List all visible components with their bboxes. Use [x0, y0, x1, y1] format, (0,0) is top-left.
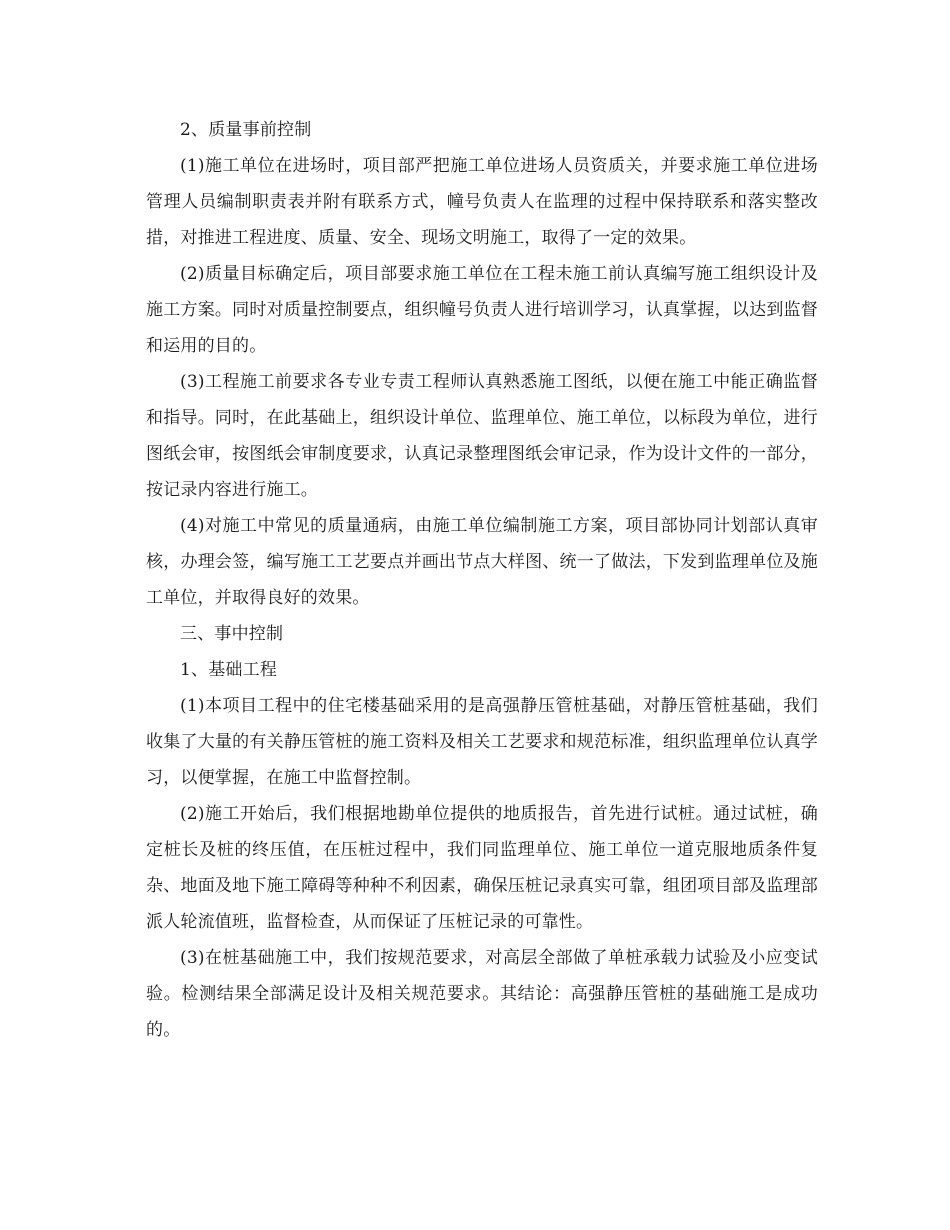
section-heading-quality-pre-control: 2、质量事前控制: [180, 120, 312, 140]
paragraph-item-1: (1)施工单位在进场时，项目部严把施工单位进场人员资质关，并要求施工单位进场管理人员编制职责表并附有联系方式，幢号负责人在监理的过程中保持联系和落实整改措，对推进工程进度、质量、安全、现场文明施工，取得了一定的效果。: [146, 156, 818, 248]
section-heading-in-process-control: 三、事中控制: [180, 624, 284, 644]
paragraph-foundation-3: (3)在桩基础施工中，我们按规范要求，对高层全部做了单桩承载力试验及小应变试验。检测结果全部满足设计及相关规范要求。其结论：高强静压管桩的基础施工是成功的。: [146, 948, 818, 1040]
paragraph-item-2: (2)质量目标确定后，项目部要求施工单位在工程未施工前认真编写施工组织设计及施工方案。同时对质量控制要点，组织幢号负责人进行培训学习，认真掌握，以达到监督和运用的目的。: [146, 264, 818, 356]
subsection-heading-foundation-works: 1、基础工程: [180, 660, 278, 680]
document-page: [146, 112, 818, 1048]
paragraph-foundation-1: (1)本项目工程中的住宅楼基础采用的是高强静压管桩基础，对静压管桩基础，我们收集了大量的有关静压管桩的施工资料及相关工艺要求和规范标准，组织监理单位认真学习，以便掌握，在施工中监督控制。: [146, 696, 818, 788]
paragraph-foundation-2: (2)施工开始后，我们根据地勘单位提供的地质报告，首先进行试桩。通过试桩，确定桩长及桩的终压值，在压桩过程中，我们同监理单位、施工单位一道克服地质条件复杂、地面及地下施工障碍等种种不利因素，确保压桩记录真实可靠，组团项目部及监理部派人轮流值班，监督检查，从而保证了压桩记录的可靠性。: [146, 804, 818, 932]
paragraph-item-4: (4)对施工中常见的质量通病，由施工单位编制施工方案，项目部协同计划部认真审核，办理会签，编写施工工艺要点并画出节点大样图、统一了做法，下发到监理单位及施工单位，并取得良好的效果。: [146, 516, 818, 608]
paragraph-item-3: (3)工程施工前要求各专业专责工程师认真熟悉施工图纸，以便在施工中能正确监督和指导。同时，在此基础上，组织设计单位、监理单位、施工单位，以标段为单位，进行图纸会审，按图纸会审制度要求，认真记录整理图纸会审记录，作为设计文件的一部分，按记录内容进行施工。: [146, 372, 818, 500]
